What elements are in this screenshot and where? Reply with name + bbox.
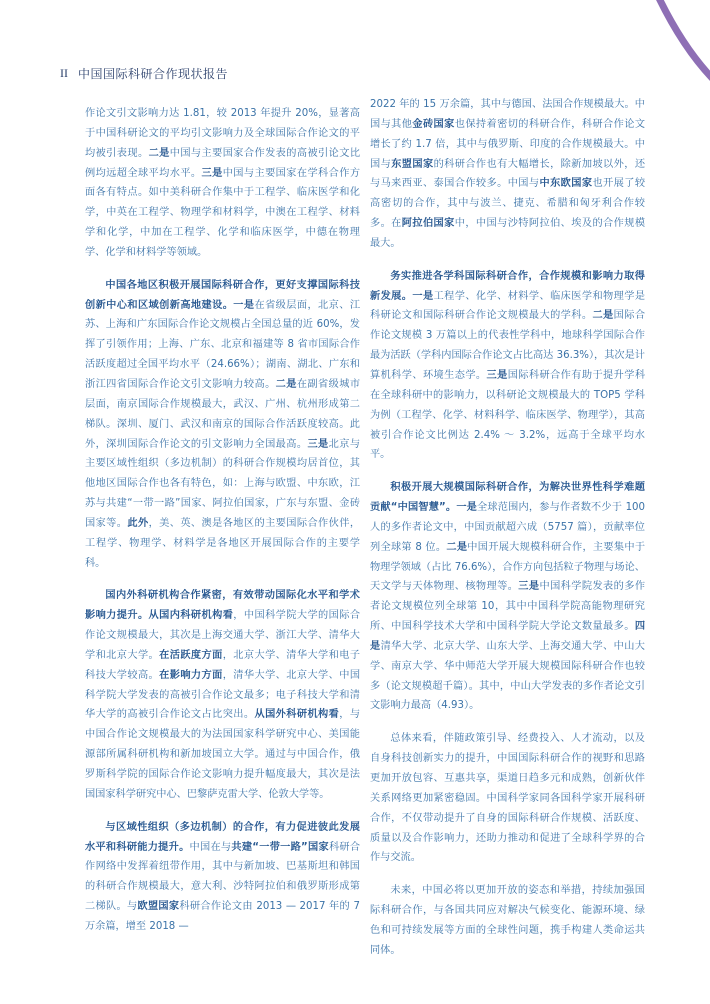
bold-text-run: 从国外科研机构看 bbox=[254, 709, 340, 721]
text-run: ，美、英、澳是各地区的主要国际合作伙伴，工程学、物理学、材料学是各地区开展国际合作的主要学科。 bbox=[85, 517, 361, 569]
text-run: 也保持着密切的科研合作，科研合作论文增长了约 1.7 倍，其中与俄罗斯、印度的合作规模最大。中国与 bbox=[370, 118, 646, 170]
paragraph bbox=[85, 276, 360, 574]
bold-text-run: 二是 bbox=[592, 310, 614, 322]
text-run: ，中国科学院大学的国际合作论文规模最大，其次是上海交通大学、浙江大学、清华大学和北京大学。 bbox=[85, 610, 361, 661]
text-run: 中国在与 bbox=[189, 841, 232, 853]
bold-text-run: 三是 bbox=[201, 167, 223, 179]
text-run: 在副省级城市层面，南京国际合作规模最大，武汉、广州、杭州形成第二梯队。深圳、厦门、武汉和南京的国际合作活跃度较高。此外，深圳国际合作论文的引文影响力全国最高。 bbox=[85, 378, 361, 450]
right-text-column bbox=[370, 95, 645, 961]
text-run: 中国开展大规模科研合作，主要集中于物理学领域（占比 76.6%），合作方向包括粒子物理与场论、天文学与天体物理、核物理等。 bbox=[370, 541, 646, 593]
bold-text-run: 金砖国家 bbox=[412, 118, 455, 130]
paragraph bbox=[370, 478, 645, 716]
corner-decoration-arc bbox=[630, 0, 710, 100]
text-run: 中，中国与沙特阿拉伯、埃及的合作规模最大。 bbox=[370, 218, 646, 249]
running-title: 中国国际科研合作现状报告 bbox=[78, 66, 229, 81]
text-run: 全球范围内，参与作者数不少于 100 人的多作者论文中，中国贡献超六成（5757 篇），贡献率位列全球第 8 位。 bbox=[370, 502, 646, 553]
bold-text-run: 三是 bbox=[518, 581, 540, 593]
bold-text-run: 与区域性组织（多边机制）的合作，有力促进彼此发展水平和科研能力提升。 bbox=[85, 821, 360, 853]
bold-text-run: 二是 bbox=[275, 378, 297, 390]
bold-text-run: 中东欧国家 bbox=[539, 178, 593, 190]
bold-text-run: 在影响力方面 bbox=[159, 669, 223, 681]
bold-text-run: 东盟国家 bbox=[391, 158, 434, 170]
text-run: 清华大学、北京大学、山东大学、上海交通大学、中山大学、南京大学、华中师范大学开展大规模国际科研合作也较多（论文规模超千篇）。其中，中山大学发表的多作者论文引文影响力最高（4.93）。 bbox=[370, 640, 645, 712]
paragraph bbox=[370, 267, 645, 465]
text-run: 国际合作论文规模 3 万篇以上的代表性学科中，地球科学国际合作最为活跃（学科内国际合作论文占比高达 36.3%），其次是计算机科学、环境生态学。 bbox=[370, 310, 646, 381]
bold-text-run: 中国各地区积极开展国际科研合作，更好支撑国际科技创新中心和区域创新高地建设。 bbox=[85, 279, 360, 311]
text-run: 中国与主要国家合作发表的高被引论文比例均远超全球平均水平。 bbox=[85, 147, 361, 179]
paragraph bbox=[370, 881, 645, 960]
text-run: 国际科研合作有助于提升学科在全球科研中的影响力，以科研论文规模最大的 TOP5 学科为例（工程学、化学、材料科学、临床医学、物理学），其高被引合作论文比例达 2.4% ～ 3.2%，远高于全球平均水平。 bbox=[370, 369, 646, 461]
text-run: 未来，中国必将以更加开放的姿态和举措，持续加强国际科研合作，与各国共同应对解决气候变化、能源环境、绿色和可持续发展等方面的全球性问题，携手构建人类命运共同体。 bbox=[370, 885, 645, 956]
text-run: 作论文引文影响力达 1.81，较 2013 年提升 20%，显著高于中国科研论文的平均引文影响力及全球国际合作论文的平均被引表现。 bbox=[85, 108, 360, 159]
paragraph bbox=[85, 586, 360, 804]
text-run: 也开展了较高密切的合作，其中与波兰、捷克、希腊和匈牙利合作较多。在 bbox=[370, 178, 646, 230]
text-run: 科研合作论文由 2013 — 2017 年的 7 万余篇，增至 2018 — bbox=[85, 901, 361, 932]
bold-text-run: 三是 bbox=[486, 369, 508, 381]
text-run: 在省级层面，北京、江苏、上海和广东国际合作论文规模占全国总量的近 60%，发挥了引领作用；上海、广东、北京和福建等 8 省市国际合作活跃度超过全国平均水平（24.66%）；湖南、湖北、广东和浙江四省国际合作论文引文影响力较高。 bbox=[85, 299, 361, 390]
text-run: 总体来看，伴随政策引导、经费投入、人才流动，以及自身科技创新实力的提升，中国国际科研合作的视野和思路更加开放包容、互惠共享，渠道日趋多元和成熟，创新伙伴关系网络更加紧密稳固。中国科学家同各国科学家开展科研合作，不仅带动提升了自身的国际科研合作规模、活跃度、质量以及合作影响力，还助力推动和促进了全球科学界的合作与交流。 bbox=[370, 733, 645, 864]
text-run: 的科研合作也有大幅增长，除新加坡以外，还与马来西亚、泰国合作较多。中国与 bbox=[370, 158, 646, 190]
text-run: 中国科学院发表的多作者论文规模位列全球第 10，其中中国科学院高能物理研究所、中国科学技术大学和中国科学院大学论文数量最多。 bbox=[370, 581, 646, 633]
left-text-column bbox=[85, 104, 360, 937]
bold-text-run: 一是 bbox=[412, 290, 434, 302]
bold-text-run: 欧盟国家 bbox=[137, 901, 180, 913]
paragraph bbox=[85, 104, 360, 263]
bold-text-run: 三是 bbox=[307, 438, 329, 450]
bold-text-run: 务实推进各学科国际科研合作，合作规模和影响力取得新发展。 bbox=[370, 270, 645, 302]
bold-text-run: 一是 bbox=[233, 299, 255, 311]
bold-text-run: 二是 bbox=[148, 147, 170, 159]
text-run: ，北京大学、清华大学和电子科技大学较高。 bbox=[85, 649, 361, 681]
bold-text-run: 在活跃度方面 bbox=[159, 649, 223, 661]
bold-text-run: 阿拉伯国家 bbox=[401, 218, 455, 230]
text-run: 科研合作网络中发挥着纽带作用，其中与新加坡、巴基斯坦和韩国的科研合作规模最大，意大利、沙特阿拉伯和俄罗斯形成第二梯队。与 bbox=[85, 841, 361, 913]
bold-text-run: 二是 bbox=[446, 541, 468, 553]
text-run: 中国与主要国家在学科合作方面各有特点。如中美科研合作集中于工程学、临床医学和化学，中英在工程学、物理学和材料学，中澳在工程学、材料学和化学，中加在工程学、化学和临床医学，中德在物理学、化学和材料学等领域。 bbox=[85, 167, 361, 258]
bold-text-run: 四是 bbox=[370, 621, 645, 652]
paragraph bbox=[370, 729, 645, 868]
text-run: 北京与主要区域性组织（多边机制）的科研合作规模均居首位，其他地区国际合作也各有特色，如：上海与欧盟、中东欧，江苏与共建“一带一路”国家、阿拉伯国家，广东与东盟、金砖国家等。 bbox=[85, 438, 361, 529]
paragraph bbox=[85, 818, 360, 937]
bold-text-run: 共建“一带一路”国家 bbox=[231, 841, 329, 853]
paragraph bbox=[370, 95, 645, 254]
bold-text-run: 积极开展大规模国际科研合作，为解决世界性科学难题贡献“中国智慧”。 bbox=[370, 482, 645, 514]
text-run: 工程学、化学、材料学、临床医学和物理学是科研论文和国际科研合作论文规模最大的学科。 bbox=[370, 290, 646, 322]
bold-text-run: 国内外科研机构合作紧密，有效带动国际化水平和学术影响力提升。从国内科研机构看 bbox=[85, 590, 360, 622]
page-number: II bbox=[60, 65, 68, 80]
text-run: 2022 年的 15 万余篇，其中与德国、法国合作规模最大。中国与其他 bbox=[370, 99, 645, 130]
bold-text-run: 一是 bbox=[456, 502, 478, 514]
running-header bbox=[60, 64, 228, 82]
bold-text-run: 此外 bbox=[127, 517, 149, 529]
text-run: ，清华大学、北京大学、中国科学院大学发表的高被引合作论文最多；电子科技大学和清华大学的高被引合作论文占比突出。 bbox=[85, 669, 361, 721]
text-run: ，与中国合作论文规模最大的为法国国家科学研究中心、美国能源部所属科研机构和新加坡国立大学。通过与中国合作，俄罗斯科学院的国际合作论文影响力提升幅度最大，其次是法国国家科学研究中心、巴黎萨克雷大学、伦敦大学等。 bbox=[85, 709, 361, 800]
